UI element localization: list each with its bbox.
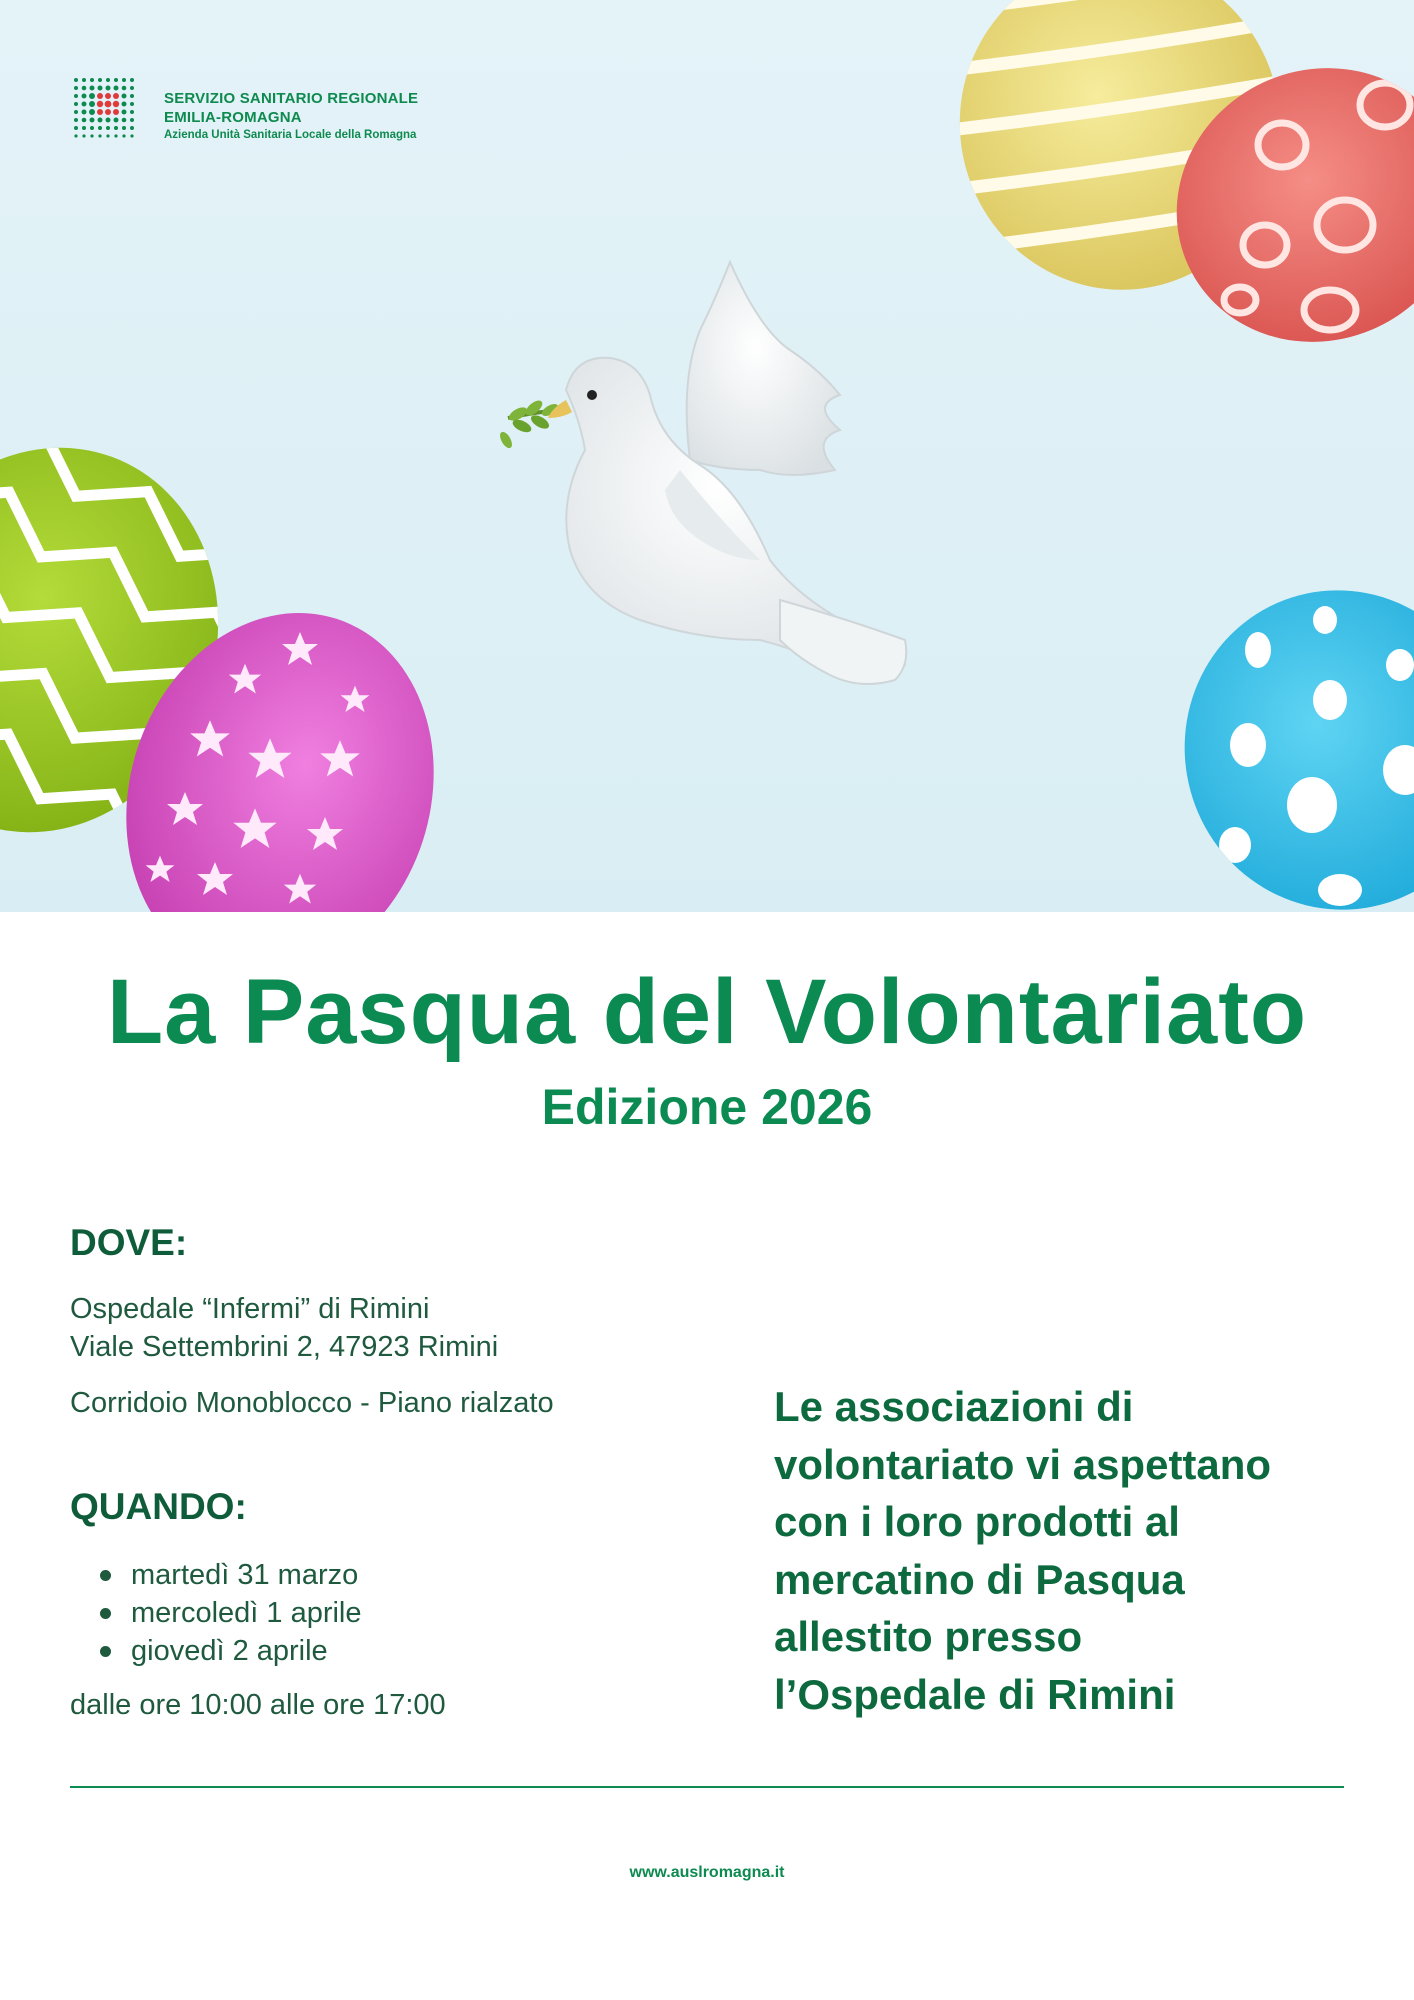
quando-heading: QUANDO: — [70, 1486, 247, 1527]
olive-branch — [498, 398, 560, 450]
opening-hours: dalle ore 10:00 alle ore 17:00 — [70, 1689, 446, 1721]
bullet-icon — [100, 1646, 111, 1657]
list-item — [70, 1594, 362, 1632]
website-link[interactable]: www.auslromagna.it — [629, 1864, 785, 1881]
logo-line-3: Azienda Unità Sanitaria Locale della Romagna — [164, 128, 417, 141]
event-title: La Pasqua del Volontariato — [106, 961, 1308, 1063]
date-2: mercoledì 1 aprile — [131, 1597, 362, 1629]
bullet-icon — [100, 1608, 111, 1619]
dove-line-1: Ospedale “Infermi” di Rimini — [70, 1293, 430, 1325]
footer-divider — [70, 1786, 1344, 1788]
logo-line-2: EMILIA-ROMAGNA — [164, 108, 302, 126]
logo-dot-grid-icon — [72, 76, 152, 156]
bullet-icon — [100, 1570, 111, 1581]
list-item — [70, 1556, 362, 1594]
hero-illustration — [0, 0, 1414, 912]
message-line-2: volontariato vi aspettano — [774, 1440, 1272, 1488]
date-1: martedì 31 marzo — [131, 1559, 359, 1591]
message-line-6: l’Ospedale di Rimini — [774, 1670, 1176, 1718]
dove-line-2: Viale Settembrini 2, 47923 Rimini — [70, 1331, 499, 1363]
logo-line-1: SERVIZIO SANITARIO REGIONALE — [164, 89, 419, 107]
date-3: giovedì 2 aprile — [131, 1635, 328, 1667]
invitation-message — [774, 1378, 1374, 1723]
dove-illustration — [498, 262, 907, 684]
message-line-4: mercatino di Pasqua — [774, 1555, 1185, 1603]
message-line-3: con i loro prodotti al — [774, 1498, 1180, 1545]
logo-text — [164, 89, 418, 144]
dates-list — [70, 1556, 362, 1670]
event-edition: Edizione 2026 — [541, 1079, 873, 1135]
dove-line-3: Corridoio Monoblocco - Piano rialzato — [70, 1387, 554, 1419]
blue-dotted-egg — [1149, 555, 1414, 912]
message-line-5: allestito presso — [774, 1613, 1083, 1660]
list-item — [70, 1632, 362, 1670]
ssr-logo — [72, 76, 418, 156]
dove-heading: DOVE: — [70, 1222, 188, 1263]
message-line-1: Le associazioni di — [774, 1383, 1134, 1430]
